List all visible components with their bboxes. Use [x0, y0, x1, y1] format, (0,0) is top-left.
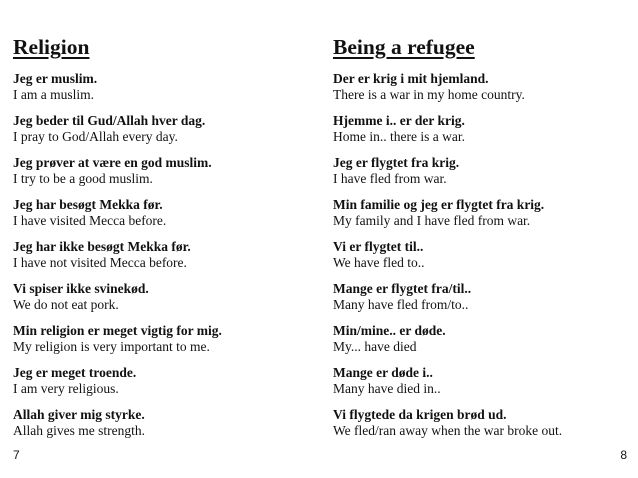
- danish-phrase: Hjemme i.. er der krig.: [333, 113, 465, 128]
- english-translation: My... have died: [333, 339, 417, 354]
- english-translation: My religion is very important to me.: [13, 339, 210, 354]
- danish-phrase: Vi er flygtet til..: [333, 239, 424, 254]
- english-translation: We fled/ran away when the war broke out.: [333, 423, 563, 438]
- right-page: [333, 34, 633, 449]
- phrase-pair: [13, 281, 313, 313]
- english-translation: I try to be a good muslim.: [13, 171, 153, 186]
- phrase-pair: [13, 155, 313, 187]
- english-translation: My family and I have fled from war.: [333, 213, 531, 228]
- danish-phrase: Der er krig i mit hjemland.: [333, 71, 489, 86]
- english-translation: I have visited Mecca before.: [13, 213, 167, 228]
- section-title-religion: Religion: [13, 35, 90, 59]
- english-translation: I am a muslim.: [13, 87, 94, 102]
- danish-phrase: Min/mine.. er døde.: [333, 323, 446, 338]
- phrase-pair: [13, 239, 313, 271]
- danish-phrase: Min religion er meget vigtig for mig.: [13, 323, 222, 338]
- english-translation: I am very religious.: [13, 381, 119, 396]
- danish-phrase: Jeg har ikke besøgt Mekka før.: [13, 239, 191, 254]
- phrase-pair: [13, 71, 313, 103]
- phrase-pair: [333, 365, 633, 397]
- section-title-being-a-refugee: Being a refugee: [333, 35, 475, 59]
- danish-phrase: Mange er flygtet fra/til..: [333, 281, 472, 296]
- danish-phrase: Vi spiser ikke svinekød.: [13, 281, 149, 296]
- english-translation: Allah gives me strength.: [13, 423, 145, 438]
- danish-phrase: Jeg er meget troende.: [13, 365, 137, 380]
- english-translation: Many have died in..: [333, 381, 441, 396]
- danish-phrase: Vi flygtede da krigen brød ud.: [333, 407, 507, 422]
- phrase-pair: [333, 407, 633, 439]
- phrase-pair: [333, 197, 633, 229]
- phrase-pair: [13, 407, 313, 439]
- phrase-pair: [333, 239, 633, 271]
- page-number-left: 7: [13, 448, 20, 462]
- phrase-pair: [333, 323, 633, 355]
- phrase-pair: [333, 113, 633, 145]
- phrase-pair: [333, 71, 633, 103]
- danish-phrase: Jeg beder til Gud/Allah hver dag.: [13, 113, 206, 128]
- danish-phrase: Mange er døde i..: [333, 365, 433, 380]
- danish-phrase: Jeg prøver at være en god muslim.: [13, 155, 212, 170]
- phrase-pair: [13, 113, 313, 145]
- english-translation: We have fled to..: [333, 255, 425, 270]
- phrase-pair: [13, 197, 313, 229]
- page-number-right: 8: [620, 448, 627, 462]
- english-translation: I pray to God/Allah every day.: [13, 129, 178, 144]
- phrase-pair: [13, 365, 313, 397]
- english-translation: Home in.. there is a war.: [333, 129, 465, 144]
- danish-phrase: Jeg er muslim.: [13, 71, 98, 86]
- english-translation: We do not eat pork.: [13, 297, 119, 312]
- danish-phrase: Min familie og jeg er flygtet fra krig.: [333, 197, 545, 212]
- danish-phrase: Jeg er flygtet fra krig.: [333, 155, 460, 170]
- phrase-pair: [13, 323, 313, 355]
- phrase-pair: [333, 281, 633, 313]
- danish-phrase: Allah giver mig styrke.: [13, 407, 145, 422]
- english-translation: Many have fled from/to..: [333, 297, 469, 312]
- left-page: [13, 34, 313, 449]
- phrase-pair: [333, 155, 633, 187]
- danish-phrase: Jeg har besøgt Mekka før.: [13, 197, 163, 212]
- english-translation: I have not visited Mecca before.: [13, 255, 187, 270]
- english-translation: There is a war in my home country.: [333, 87, 525, 102]
- english-translation: I have fled from war.: [333, 171, 447, 186]
